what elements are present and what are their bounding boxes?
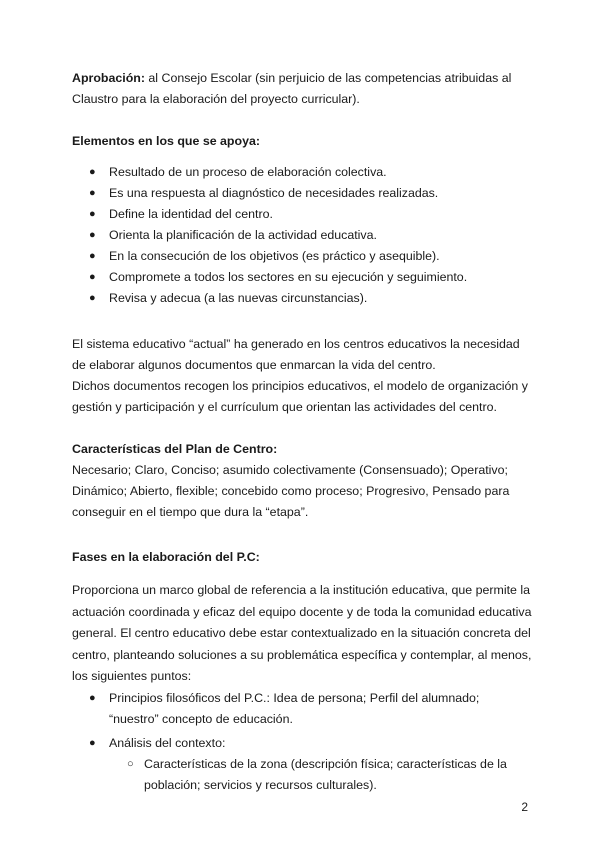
list-item: ● Análisis del contexto: ○ Características de la zona (descripción física; características de la población; servicios y recursos culturales). [72, 733, 532, 796]
caracteristicas-heading: Características del Plan de Centro: [72, 442, 278, 456]
fases-intro: Proporciona un marco global de referencia a la institución educativa, que permite la actuación coordinada y eficaz del equipo docente y de toda la comunidad educativa general. El centro educativo debe estar contextualizado en la situación concreta del centro, planteando soluciones a su problemática específica y contemplar, al menos, los siguientes puntos: [72, 583, 532, 683]
caracteristicas-text: Necesario; Claro, Conciso; asumido colectivamente (Consensuado); Operativo; Dinámico; Abierto, flexible; concebido como proceso; Progresivo, Pensado para conseguir en el tiempo que dura la “etapa”. [72, 463, 510, 519]
bullet-icon: ● [89, 166, 96, 178]
bullet-icon: ● [89, 208, 96, 220]
elementos-heading: Elementos en los que se apoya: [72, 134, 260, 148]
list-item: ● En la consecución de los objetivos (es práctico y asequible). [72, 246, 532, 267]
list-item: ● Define la identidad del centro. [72, 204, 532, 225]
contexto-sublist [109, 754, 532, 796]
list-item: ● Orienta la planificación de la actividad educativa. [72, 225, 532, 246]
sub-list-item: ○ Características de la zona (descripción física; características de la población; servicios y recursos culturales). [72, 754, 532, 796]
bullet-icon: ● [89, 691, 96, 704]
list-item: ● Revisa y adecua (a las nuevas circunstancias). [72, 288, 532, 309]
bullet-icon: ● [89, 292, 96, 304]
bullet-icon: ● [89, 736, 96, 749]
sistema-paragraph-2: Dichos documentos recogen los principios educativos, el modelo de organización y gestión y participación y el currículum que orientan las actividades del centro. [72, 379, 528, 414]
fases-heading: Fases en la elaboración del P.C: [72, 550, 260, 564]
bullet-icon: ● [89, 229, 96, 241]
list-item: ● Principios filosóficos del P.C.: Idea de persona; Perfil del alumnado; “nuestro” concepto de educación. [72, 688, 532, 730]
aprobacion-paragraph [72, 68, 532, 110]
list-item: ● Resultado de un proceso de elaboración colectiva. [72, 162, 532, 183]
bullet-icon: ● [89, 271, 96, 283]
elementos-list [72, 162, 532, 309]
page-number: 2 [521, 800, 528, 814]
circle-bullet-icon: ○ [127, 757, 134, 770]
aprobacion-label: Aprobación: [72, 71, 145, 85]
document-page [72, 68, 532, 799]
list-item: ● Compromete a todos los sectores en su ejecución y seguimiento. [72, 267, 532, 288]
bullet-icon: ● [89, 187, 96, 199]
sistema-paragraph-1: El sistema educativo “actual” ha generado en los centros educativos la necesidad de elaborar algunos documentos que enmarcan la vida del centro. [72, 337, 520, 372]
list-item: ● Es una respuesta al diagnóstico de necesidades realizadas. [72, 183, 532, 204]
aprobacion-text: al Consejo Escolar (sin perjuicio de las competencias atribuidas al Claustro para la elaboración del proyecto curricular). [72, 71, 512, 106]
bullet-icon: ● [89, 250, 96, 262]
fases-list [72, 688, 532, 796]
